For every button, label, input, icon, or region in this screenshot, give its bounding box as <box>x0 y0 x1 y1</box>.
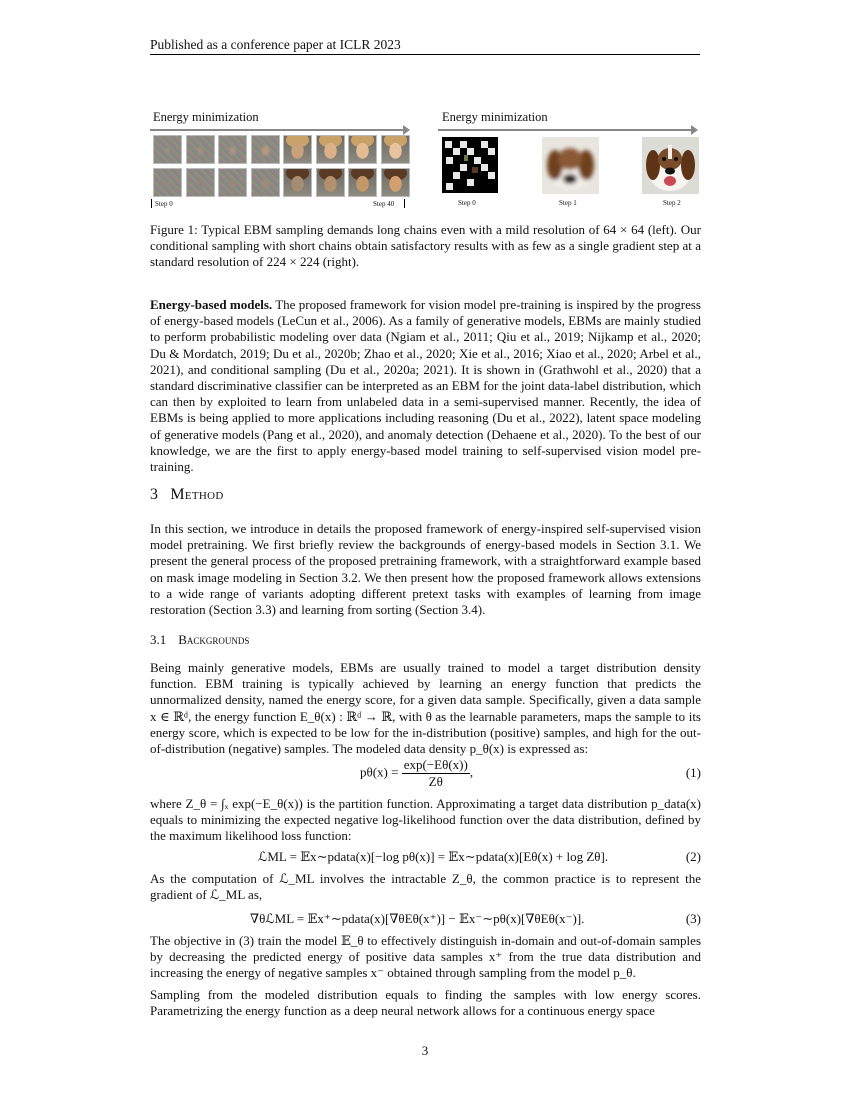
face-sample-thumb <box>348 135 377 164</box>
right-step0-label: Step 0 <box>458 199 476 207</box>
face-sample-thumb <box>186 168 215 197</box>
section-3-number: 3 <box>150 486 159 503</box>
energy-arrow-right <box>438 129 694 131</box>
backgrounds-paragraph-4: The objective in (3) train the model 𝔼_θ to effectively distinguish in-domain and out-of-domain samples by decreasing the predicted energy of positive data samples x⁺ from the true data distribution and increasing the energy of negative samples x⁻ obtained through sampling from the model p_θ. <box>150 933 701 981</box>
face-sample-thumb <box>381 168 410 197</box>
face-sample-thumb <box>251 135 280 164</box>
page-number: 3 <box>421 1043 429 1058</box>
eq1-tag: (1) <box>685 765 701 780</box>
face-sample-thumb <box>283 135 312 164</box>
step-end-label: Step 40 <box>373 200 395 208</box>
face-sample-thumb <box>348 168 377 197</box>
figure-left-title: Energy minimization <box>153 110 259 124</box>
ebm-text: The proposed framework for vision model pre-training is inspired by the progress of energy-based models (LeCun et al., 2006). As a family of generative models, EBMs are mainly studied to perform probabilistic modeling over data (Ngiam et al., 2011; Qiu et al., 2019; Nijkamp et al., 2020; Du & Mordatch, 2019; Du et al., 2020b; Zhao et al., 2020; Xie et al., 2016; Xiao et al., 2020; Arbel et al., 2021), and conditional sampling (Du et al., 2020a; 2021). It is shown in (Grathwohl et al., 2020) that a standard discriminative classifier can be interpreted as an EBM for the joint data-label distribution, which can then by exploited to learn from unlabeled data in a semi-supervised manner. Recently, the idea of EBMs is being applied to more applications including reasoning (Du et al., 2022), latent space modeling of generative models (Pang et al., 2020), and anomaly detection (Dehaene et al., 2020). To the best of our knowledge, we are the first to apply energy-based model training to self-supervised vision model pre-training. <box>150 297 701 475</box>
backgrounds-paragraph-1: Being mainly generative models, EBMs are usually trained to model a target distribution density function. EBM training is typically achieved by learning an energy function that predicts the unnormalized density, named the energy score, for a given data sample. Specifically, given a data sample x ∈ ℝᵈ, the energy function E_θ(x) : ℝᵈ → ℝ, with θ as the learnable parameters, maps the sample to its energy score, which is expected to be low for the in-distribution (positive) samples, and high for the out-of-distribution (negative) samples. The modeled data density p_θ(x) is expressed as: <box>150 660 701 757</box>
right-step2-label: Step 2 <box>663 199 681 207</box>
face-sample-thumb <box>186 135 215 164</box>
ebm-paragraph <box>150 297 701 475</box>
figure-right-title: Energy minimization <box>442 110 548 124</box>
face-sample-thumb <box>316 168 345 197</box>
subsection-3-1-name: Backgrounds <box>178 632 250 647</box>
face-sample-thumb <box>153 135 182 164</box>
face-sample-thumb <box>381 135 410 164</box>
equation-1: pθ(x) = $\frac{\exp(-E\theta(x))}{Z\theta}$ , (1) <box>360 757 701 789</box>
header-rule <box>150 54 700 55</box>
energy-arrow-left <box>150 129 406 131</box>
step-start-label: Step 0 <box>155 200 173 208</box>
dog-image-step1 <box>542 137 599 194</box>
ebm-heading: Energy-based models. <box>150 297 273 312</box>
figure-right-panel <box>438 110 700 210</box>
right-step1-label: Step 1 <box>559 199 577 207</box>
section-3-name: Method <box>170 486 224 503</box>
figure-left-panel <box>150 110 412 210</box>
backgrounds-paragraph-2: where Z_θ = ∫ₓ exp(−E_θ(x)) is the partition function. Approximating a target data distribution p_data(x) equals to minimizing the expected negative log-likelihood function over the data distribution, defined by the maximum likelihood loss function: <box>150 796 701 844</box>
step-end-tick <box>404 199 405 208</box>
backgrounds-paragraph-3: As the computation of ℒ_ML involves the intractable Z_θ, the common practice is to represent the gradient of ℒ_ML as, <box>150 871 701 903</box>
running-header: Published as a conference paper at ICLR 2023 <box>150 37 401 52</box>
subsection-3-1-title <box>150 632 249 648</box>
eq2-body: ℒML = 𝔼x∼pdata(x)[−log pθ(x)] = 𝔼x∼pdata(x)[Eθ(x) + log Zθ]. <box>258 849 609 864</box>
step-start-tick <box>151 199 152 208</box>
eq1-lhs: pθ(x) = <box>360 764 399 780</box>
eq1-denominator: Zθ <box>428 774 443 789</box>
face-sample-thumb <box>153 168 182 197</box>
face-sample-thumb <box>218 168 247 197</box>
eq3-body: ∇θℒML = 𝔼x⁺∼pdata(x)[∇θEθ(x⁺)] − 𝔼x⁻∼pθ(x)[∇θEθ(x⁻)]. <box>250 911 585 926</box>
backgrounds-paragraph-5: Sampling from the modeled distribution equals to finding the samples with low energy scores. Parametrizing the energy function as a deep neural network allows for a continuous energy space <box>150 987 701 1019</box>
eq1-fraction <box>402 757 470 790</box>
section-3-title <box>150 486 224 504</box>
masked-image-step0 <box>442 137 498 193</box>
subsection-3-1-number: 3.1 <box>150 632 167 647</box>
section-3-intro: In this section, we introduce in details the proposed framework of energy-inspired self-supervised vision model pretraining. We first briefly review the backgrounds of energy-based models in Section 3.1. We present the general process of the proposed pretraining framework, with a straightforward example based on mask image modeling in Section 3.2. We then present how the proposed framework allows extensions to a wide range of variants adopting different pretext tasks with examples of learning from image restoration (Section 3.3) and learning from sorting (Section 3.4). <box>150 521 701 618</box>
face-sample-thumb <box>316 135 345 164</box>
dog-image-step2 <box>642 137 699 194</box>
face-sample-thumb <box>218 135 247 164</box>
eq3-tag: (3) <box>685 911 701 926</box>
face-sample-thumb <box>283 168 312 197</box>
eq1-numerator: exp(−Eθ(x)) <box>403 757 468 772</box>
eq2-tag: (2) <box>685 849 701 864</box>
figure-caption: Figure 1: Typical EBM sampling demands long chains even with a mild resolution of 64 × 64 (left). Our conditional sampling with short chains obtain satisfactory results with as few as a single gradient step at a standard resolution of 224 × 224 (right). <box>150 222 701 270</box>
face-sample-thumb <box>251 168 280 197</box>
